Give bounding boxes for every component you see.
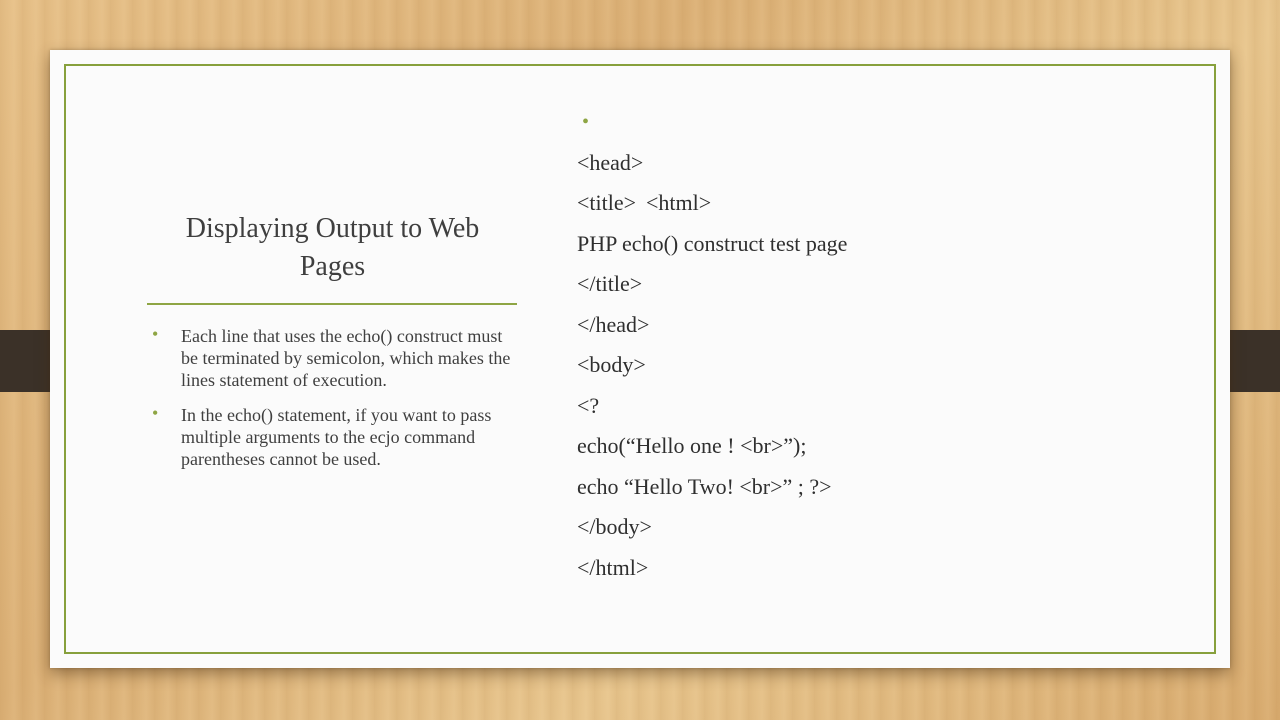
code-line: PHP echo() construct test page	[577, 230, 848, 256]
bullet-icon: •	[152, 324, 159, 344]
code-line: </head>	[577, 311, 650, 337]
code-line: <?	[577, 392, 600, 418]
bullet-icon: •	[152, 403, 159, 423]
left-bullet-item	[143, 325, 513, 391]
code-line: <title>	[577, 190, 637, 215]
code-line: echo(“Hello one ! <br>”);	[577, 433, 807, 458]
title-divider	[147, 303, 517, 305]
bullet-icon: •	[582, 111, 590, 133]
code-line: <body>	[577, 352, 646, 377]
code-line: echo “Hello Two! <br>” ; ?>	[577, 473, 832, 499]
slide	[50, 50, 1230, 668]
code-line: </title>	[577, 271, 643, 296]
code-line: </body>	[577, 514, 652, 539]
left-bullet-text: In the echo() statement, if you want to pass multiple arguments to the ecjo command parentheses cannot be used.	[181, 405, 492, 469]
slide-title: Displaying Output to Web Pages	[185, 213, 480, 282]
left-bullet-item	[143, 404, 513, 470]
code-line-text: <html>	[646, 190, 712, 215]
left-bullet-text: Each line that uses the echo() construct must be terminated by semicolon, which makes the lines statement of execution.	[181, 326, 511, 390]
code-block	[577, 102, 1177, 588]
code-line: <head>	[577, 149, 644, 175]
code-line: </html>	[577, 554, 649, 580]
left-bullet-list	[143, 325, 513, 483]
